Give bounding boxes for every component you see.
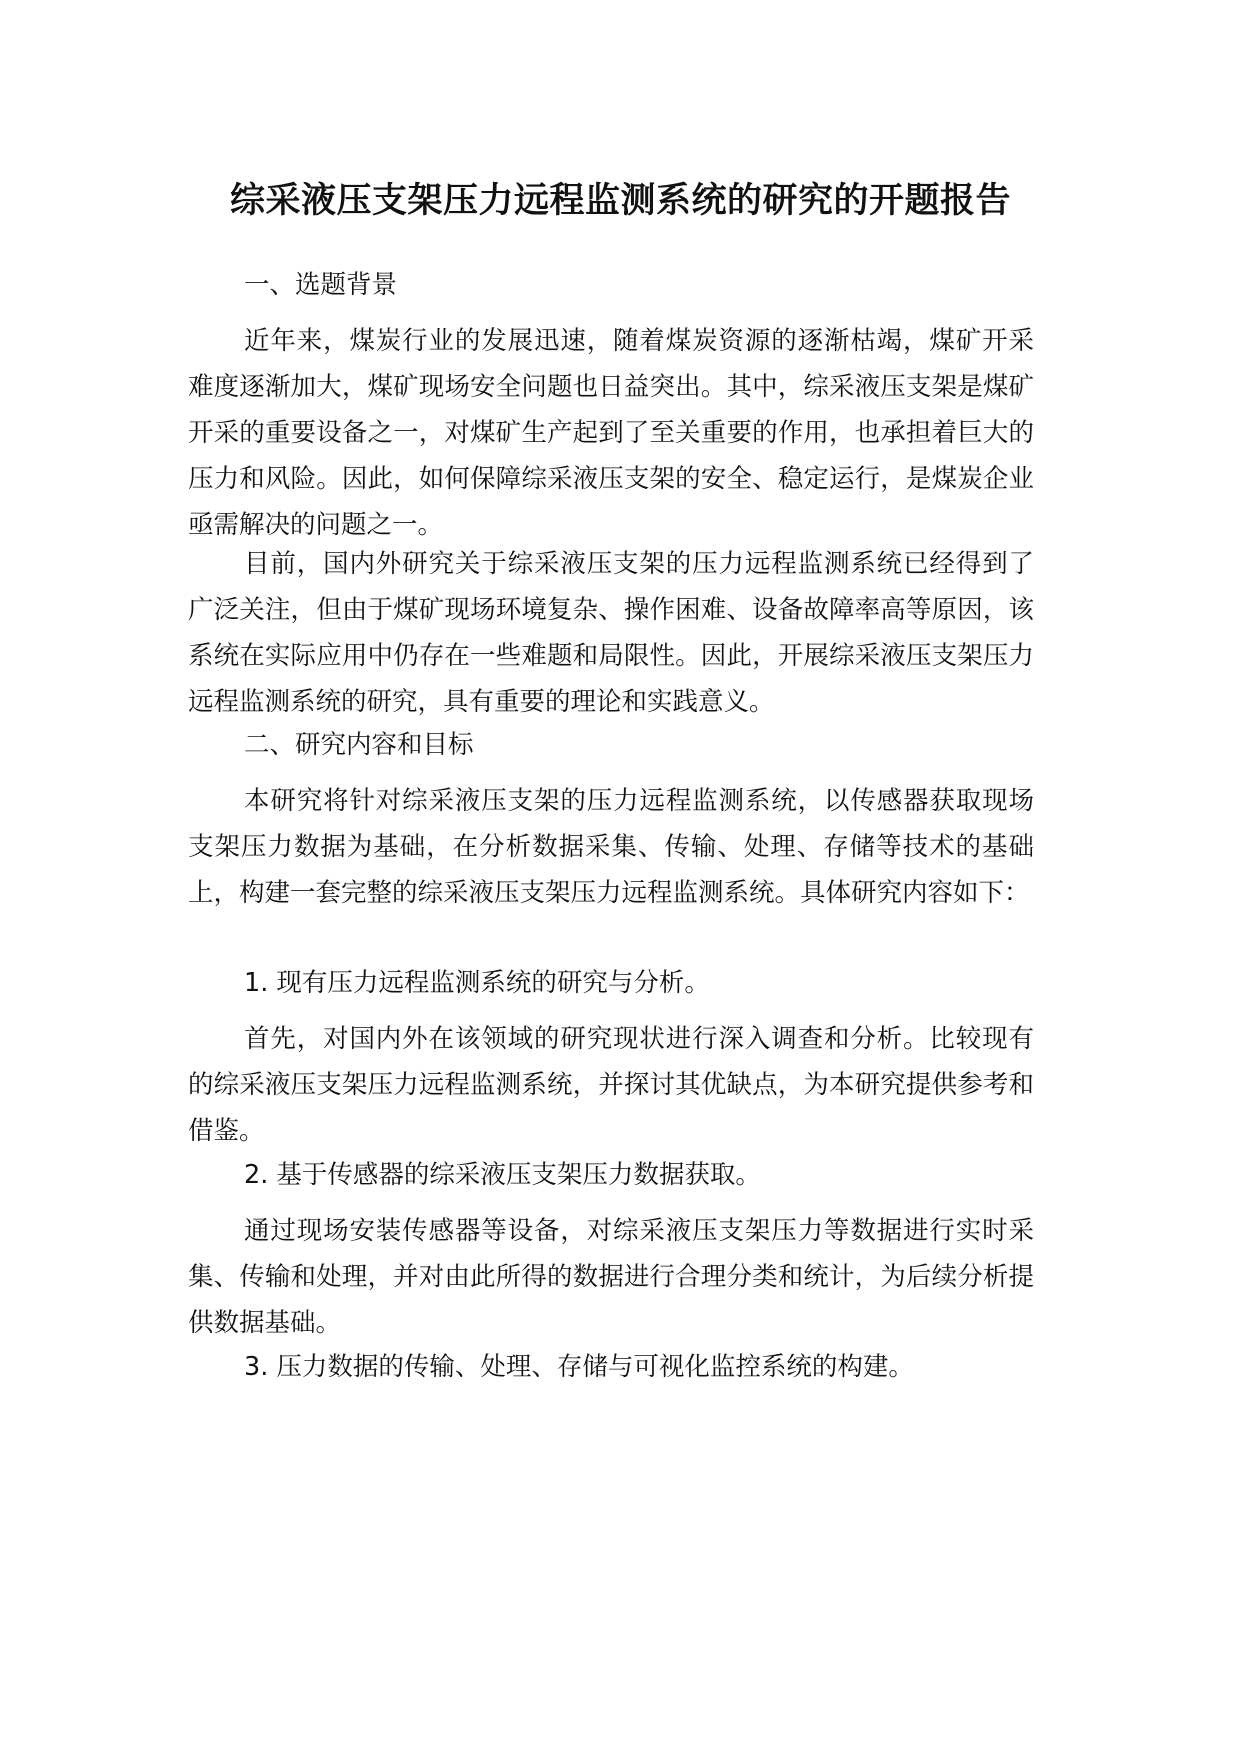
- section-heading-research-content: 二、研究内容和目标: [244, 730, 474, 760]
- list-item-1-body: 首先，对国内外在该领域的研究现状进行深入调查和分析。比较现有的综采液压支架压力远程监测系统，并探讨其优缺点，为本研究提供参考和借鉴。: [188, 1024, 1034, 1146]
- list-item-2-body: 通过现场安装传感器等设备，对综采液压支架压力等数据进行实时采集、传输和处理，并对由此所得的数据进行合理分类和统计，为后续分析提供数据基础。: [188, 1216, 1034, 1338]
- list-item-2-heading: 2. 基于传感器的综采液压支架压力数据获取。: [244, 1160, 761, 1190]
- paragraph-background-1: 近年来，煤炭行业的发展迅速，随着煤炭资源的逐渐枯竭，煤矿开采难度逐渐加大，煤矿现场安全问题也日益突出。其中，综采液压支架是煤矿开采的重要设备之一，对煤矿生产起到了至关重要的作用，也承担着巨大的压力和风险。因此，如何保障综采液压支架的安全、稳定运行，是煤炭企业亟需解决的问题之一。: [188, 326, 1034, 540]
- list-item-3-heading: 3. 压力数据的传输、处理、存储与可视化监控系统的构建。: [244, 1352, 914, 1382]
- paragraph-background-2: 目前，国内外研究关于综采液压支架的压力远程监测系统已经得到了广泛关注，但由于煤矿现场环境复杂、操作困难、设备故障率高等原因，该系统在实际应用中仍存在一些难题和局限性。因此，开展综采液压支架压力远程监测系统的研究，具有重要的理论和实践意义。: [188, 549, 1034, 717]
- paragraph-research-content: 本研究将针对综采液压支架的压力远程监测系统，以传感器获取现场支架压力数据为基础，在分析数据采集、传输、处理、存储等技术的基础上，构建一套完整的综采液压支架压力远程监测系统。具体研究内容如下：: [188, 786, 1034, 908]
- section-heading-background: 一、选题背景: [244, 270, 398, 300]
- document-title: 综采液压支架压力远程监测系统的研究的开题报告: [229, 181, 1011, 221]
- list-item-1-heading: 1. 现有压力远程监测系统的研究与分析。: [244, 968, 710, 998]
